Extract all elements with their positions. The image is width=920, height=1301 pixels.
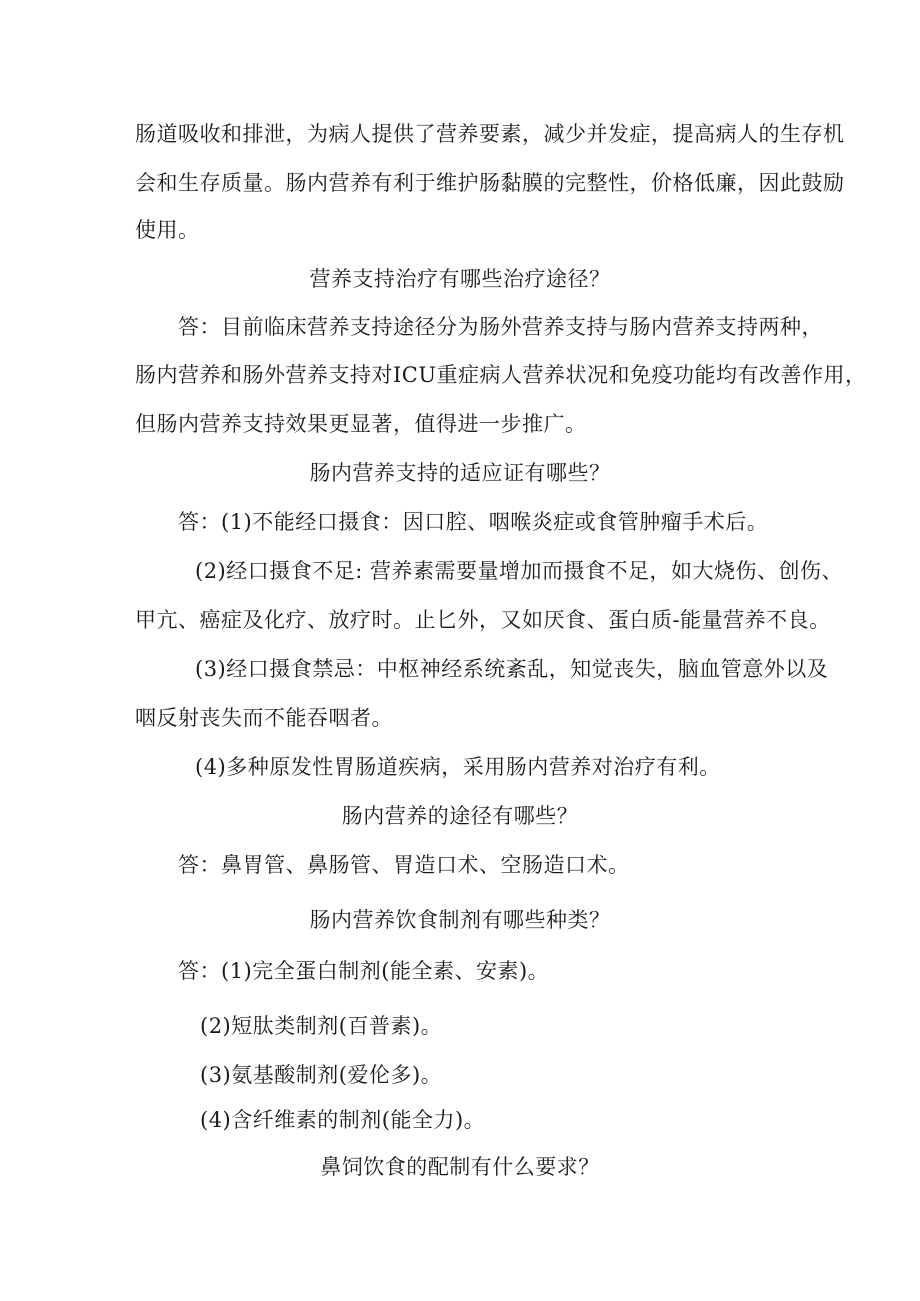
route-answer: 答：鼻胃管、鼻肠管、胃造口术、空肠造口术。: [178, 853, 630, 877]
indication-item-4: (4)多种原发性胃肠道疾病，采用肠内营养对治疗有利。: [195, 755, 721, 779]
paragraph-line-3: 使用。: [135, 218, 200, 242]
indication-item-3-cont: 咽反射丧失而不能吞咽者。: [135, 706, 393, 730]
question-heading-5: 鼻饲饮食的配制有什么要求？: [320, 1155, 600, 1179]
formula-item-3: (3)氨基酸制剂(爱伦多)。: [200, 1063, 443, 1087]
indication-item-1: 答：(1)不能经口摄食：因口腔、咽喉炎症或食管肿瘤手术后。: [178, 510, 769, 534]
indication-item-2: (2)经口摄食不足: 营养素需要量增加而摄食不足，如大烧伤、创伤、: [195, 559, 843, 583]
formula-item-2: (2)短肽类制剂(百普素)。: [200, 1014, 443, 1038]
paragraph-line-1: 肠道吸收和排泄，为病人提供了营养要素，减少并发症，提高病人的生存机: [135, 122, 845, 146]
question-heading-4: 肠内营养饮食制剂有哪些种类？: [309, 908, 611, 932]
indication-item-2-cont: 甲亢、癌症及化疗、放疗时。止匕外，又如厌食、蛋白质-能量营养不良。: [135, 608, 831, 632]
answer-line-1: 答：目前临床营养支持途径分为肠外营养支持与肠内营养支持两种，: [178, 315, 823, 339]
answer-line-3: 但肠内营养支持效果更显著，值得进一步推广。: [135, 412, 587, 436]
indication-item-3: (3)经口摄食禁忌：中枢神经系统紊乱，知觉丧失，脑血管意外以及: [195, 657, 829, 681]
paragraph-line-2: 会和生存质量。肠内营养有利于维护肠黏膜的完整性，价格低廉，因此鼓励: [135, 171, 845, 195]
formula-item-4: (4)含纤维素的制剂(能全力)。: [200, 1108, 486, 1132]
question-heading-2: 肠内营养支持的适应证有哪些？: [309, 461, 611, 485]
formula-item-1: 答：(1)完全蛋白制剂(能全素、安素)。: [178, 959, 550, 983]
answer-line-2: 肠内营养和肠外营养支持对ICU重症病人营养状况和免疫功能均有改善作用，: [135, 363, 867, 387]
question-heading-1: 营养支持治疗有哪些治疗途径？: [309, 267, 611, 291]
question-heading-3: 肠内营养的途径有哪些？: [341, 804, 579, 828]
